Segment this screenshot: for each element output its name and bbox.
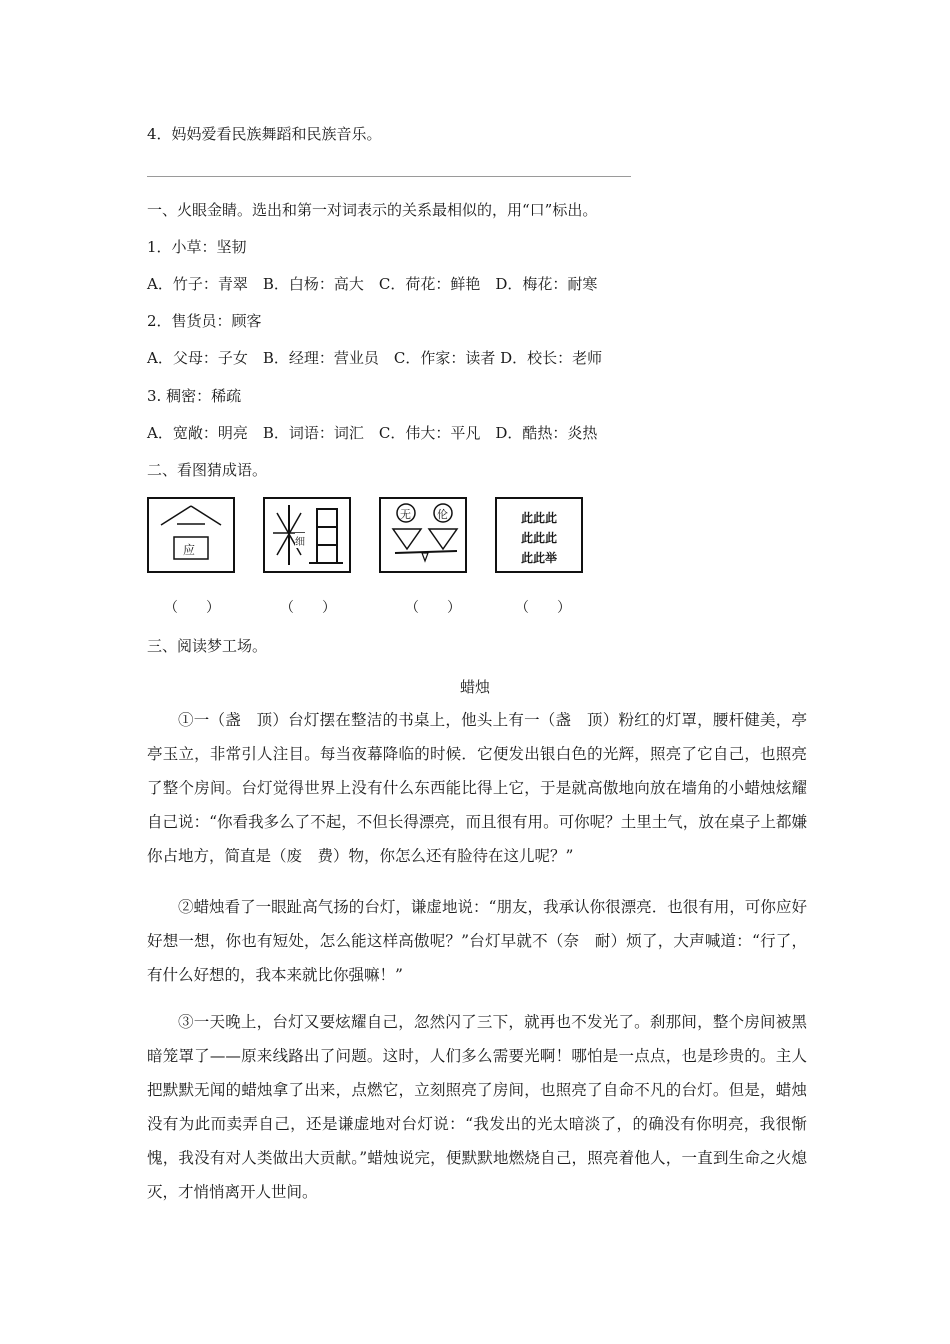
passage-paragraph-1: ①一（盏 顶）台灯摆在整洁的书桌上，他头上有一（盏 顶）粉红的灯罩，腰杆健美，亭亭玉立，非常引人注目。每当夜幕降临的时候．它便发出银白色的光辉，照亮了它自己，也照亮了整个房间。台灯觉得世界上没有什么东西能比得上它，于是就高傲地向放在墙角的小蜡烛炫耀自己说：“你看我多么了不起，不但长得漂亮，而且很有用。可你呢？土里土气，放在桌子上都嫌你占地方，简直是（废 费）物，你怎么还有脸待在这儿呢？” <box>147 711 807 865</box>
answer-blank-2[interactable]: （ ） <box>280 600 336 616</box>
answer-line <box>147 176 631 177</box>
roof-lines-icon <box>149 499 233 571</box>
balance-scale-icon <box>381 499 465 571</box>
picture-3-right-char: 伦 <box>437 508 448 521</box>
answer-blank-4[interactable]: （ ） <box>515 600 571 616</box>
q1-stem: 1．小草：坚韧 <box>147 238 247 256</box>
idiom-picture-4 <box>495 497 583 573</box>
answer-blank-1[interactable]: （ ） <box>164 600 220 616</box>
q2-options: A．父母：子女 B．经理：营业员 C．作家：读者 D．校长：老师 <box>147 349 603 367</box>
picture-1-char: 应 <box>183 543 196 557</box>
top-sentence: 4．妈妈爱看民族舞蹈和民族音乐。 <box>147 125 382 143</box>
idiom-picture-3 <box>379 497 467 573</box>
passage-paragraph-3: ③一天晚上，台灯又要炫耀自己，忽然闪了三下，就再也不发光了。刹那间，整个房间被黑暗笼罩了——原来线路出了问题。这时，人们多么需要光啊！哪怕是一点点，也是珍贵的。主人把默默无闻的蜡烛拿了出来，点燃它，立刻照亮了房间，也照亮了自命不凡的台灯。但是，蜡烛没有为此而卖弄自己，还是谦虚地对台灯说：“我发出的光太暗淡了，的确没有你明亮，我很惭愧，我没有对人类做出大贡献。”蜡烛说完，便默默地燃烧自己，照亮着他人，一直到生命之火熄灭，才悄悄离开人世间。 <box>147 1013 807 1201</box>
picture-4-row: 此此此 <box>520 531 557 545</box>
answer-blank-3[interactable]: （ ） <box>405 600 461 616</box>
idiom-picture-2 <box>263 497 351 573</box>
q2-stem: 2．售货员：顾客 <box>147 312 262 330</box>
passage-paragraph-2: ②蜡烛看了一眼趾高气扬的台灯，谦虚地说：“朋友，我承认你很漂亮．也很有用，可你应好好想一想，你也有短处，怎么能这样高傲呢？”台灯早就不（奈 耐）烦了，大声喊道：“行了，有什么好想的，我本来就比你强嘛！” <box>147 898 807 984</box>
section1-heading: 一、火眼金睛。选出和第一对词表示的关系最相似的，用“口”标出。 <box>147 201 598 219</box>
passage-title: 蜡烛 <box>459 678 490 696</box>
q1-options: A．竹子：青翠 B．白杨：高大 C．荷花：鲜艳 D．梅花：耐寒 <box>147 275 598 293</box>
picture-2-char: 细 <box>295 533 305 548</box>
section2-heading: 二、看图猜成语。 <box>147 461 268 479</box>
grain-character-icon <box>265 499 349 571</box>
q3-options: A．宽敞：明亮 B．词语：词汇 C．伟大：平凡 D．酷热：炎热 <box>147 424 598 442</box>
picture-4-row: 此此举 <box>520 551 557 565</box>
section3-heading: 三、阅读梦工场。 <box>147 637 268 655</box>
q3-stem: 3. 稠密：稀疏 <box>147 387 242 405</box>
idiom-picture-1 <box>147 497 235 573</box>
picture-4-row: 此此此 <box>520 511 557 525</box>
picture-3-left-char: 无 <box>400 508 411 521</box>
